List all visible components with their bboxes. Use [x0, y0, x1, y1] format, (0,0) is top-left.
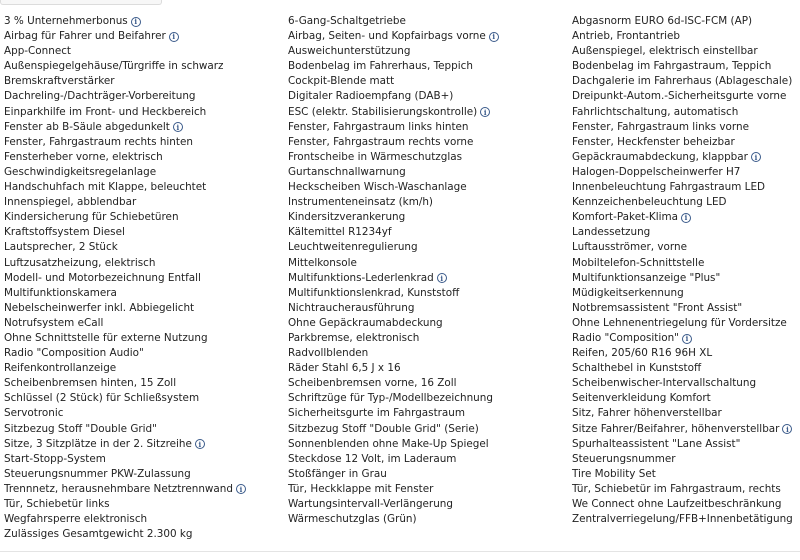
list-item — [4, 422, 288, 437]
list-item — [572, 195, 800, 210]
equipment-label: Mittelkonsole — [288, 256, 357, 269]
list-item — [4, 225, 288, 240]
equipment-label: App-Connect — [4, 45, 72, 58]
list-item — [572, 391, 800, 406]
list-item — [572, 452, 800, 467]
equipment-label: Leuchtweitenregulierung — [288, 241, 418, 254]
equipment-label: Fahrlichtschaltung, automatisch — [572, 105, 739, 118]
equipment-label: Zulässiges Gesamtgewicht 2.300 kg — [4, 528, 193, 541]
list-item — [4, 467, 288, 482]
info-icon[interactable]: i — [195, 439, 205, 449]
equipment-label: Kindersicherung für Schiebetüren — [4, 211, 179, 224]
info-icon[interactable]: i — [489, 32, 499, 42]
equipment-label: Außenspiegelgehäuse/Türgriffe in schwarz — [4, 60, 224, 73]
list-item — [288, 482, 572, 497]
equipment-label: Frontscheibe in Wärmeschutzglas — [288, 150, 463, 163]
list-item — [572, 89, 800, 104]
list-item — [288, 452, 572, 467]
equipment-label: Heckscheiben Wisch-Waschanlage — [288, 181, 467, 194]
equipment-label: Fenster ab B-Säule abgedunkelt — [4, 120, 170, 133]
equipment-label: Räder Stahl 6,5 J x 16 — [288, 362, 401, 375]
equipment-column-3 — [572, 14, 800, 542]
list-item — [4, 497, 288, 512]
list-item — [572, 210, 800, 225]
list-item — [288, 120, 572, 135]
equipment-label: Mobiltelefon-Schnittstelle — [572, 256, 705, 269]
equipment-label: Parkbremse, elektronisch — [288, 331, 420, 344]
list-item — [288, 210, 572, 225]
equipment-label: Einparkhilfe im Front- und Heckbereich — [4, 105, 207, 118]
list-item — [288, 195, 572, 210]
list-item — [572, 105, 800, 120]
equipment-label: Sitze, 3 Sitzplätze in der 2. Sitzreihe — [4, 437, 192, 450]
list-item — [4, 59, 288, 74]
equipment-label: Schalthebel in Kunststoff — [572, 362, 702, 375]
equipment-label: Steuerungsnummer PKW-Zulassung — [4, 467, 191, 480]
equipment-label: Reifenkontrollanzeige — [4, 362, 117, 375]
equipment-label: Wegfahrsperre elektronisch — [4, 513, 148, 526]
list-item — [4, 150, 288, 165]
top-tab-edge — [0, 0, 162, 5]
list-item — [4, 89, 288, 104]
list-item — [572, 135, 800, 150]
info-icon[interactable]: i — [169, 32, 179, 42]
equipment-label: Fenster, Fahrgastraum rechts hinten — [4, 135, 193, 148]
equipment-label: Ohne Schnittstelle für externe Nutzung — [4, 331, 208, 344]
list-item — [288, 14, 572, 29]
list-item — [288, 406, 572, 421]
equipment-label: Schriftzüge für Typ-/Modellbezeichnung — [288, 392, 493, 405]
equipment-label: Trennnetz, herausnehmbare Netztrennwand — [4, 482, 233, 495]
equipment-label: Nichtraucherausführung — [288, 301, 415, 314]
list-item — [4, 195, 288, 210]
equipment-label: Müdigkeitserkennung — [572, 286, 684, 299]
list-item — [288, 437, 572, 452]
list-item — [572, 346, 800, 361]
equipment-label: Radvollblenden — [288, 347, 369, 360]
list-item — [288, 331, 572, 346]
equipment-label: Fenster, Heckfenster beheizbar — [572, 135, 735, 148]
equipment-label: Radio "Composition Audio" — [4, 347, 144, 360]
equipment-label: 3 % Unternehmerbonus — [4, 15, 128, 27]
equipment-label: Notbremsassistent "Front Assist" — [572, 301, 743, 314]
equipment-label: Spurhalteassistent "Lane Assist" — [572, 437, 741, 450]
equipment-label: Fenster, Fahrgastraum rechts vorne — [288, 135, 474, 148]
list-item — [4, 256, 288, 271]
equipment-label: Ohne Lehnenentriegelung für Vordersitze — [572, 316, 787, 329]
bottom-divider — [0, 551, 800, 552]
equipment-label: Cockpit-Blende matt — [288, 75, 395, 88]
equipment-label: Bodenbelag im Fahrerhaus, Teppich — [288, 60, 473, 73]
list-item — [288, 74, 572, 89]
equipment-label: Sitzbezug Stoff "Double Grid" — [4, 422, 157, 435]
list-item — [572, 331, 800, 346]
equipment-label: Seitenverkleidung Komfort — [572, 392, 711, 405]
equipment-label: Instrumenteneinsatz (km/h) — [288, 196, 433, 209]
equipment-label: Bremskraftverstärker — [4, 75, 115, 88]
info-icon[interactable]: i — [131, 17, 141, 27]
list-item — [288, 391, 572, 406]
list-item — [572, 301, 800, 316]
list-item — [572, 406, 800, 421]
equipment-label: Lautsprecher, 2 Stück — [4, 241, 118, 254]
info-icon[interactable]: i — [782, 424, 792, 434]
equipment-label: Schlüssel (2 Stück) für Schließsystem — [4, 392, 200, 405]
equipment-label: Stoßfänger in Grau — [288, 467, 387, 480]
equipment-label: Innenspiegel, abblendbar — [4, 196, 137, 209]
list-item — [4, 135, 288, 150]
list-item — [572, 59, 800, 74]
info-icon[interactable]: i — [173, 122, 183, 132]
list-item — [4, 346, 288, 361]
list-item — [4, 437, 288, 452]
equipment-label: Kraftstoffsystem Diesel — [4, 226, 125, 239]
list-item — [4, 180, 288, 195]
equipment-label: Außenspiegel, elektrisch einstellbar — [572, 45, 758, 58]
info-icon[interactable]: i — [681, 213, 691, 223]
equipment-label: We Connect ohne Laufzeitbeschränkung — [572, 498, 782, 510]
list-item — [4, 316, 288, 331]
equipment-label: Luftausströmer, vorne — [572, 241, 687, 254]
list-item — [572, 14, 800, 29]
list-item — [572, 225, 800, 240]
list-item — [4, 361, 288, 376]
list-item — [288, 422, 572, 437]
list-item — [288, 346, 572, 361]
equipment-label: Abgasnorm EURO 6d-ISC-FCM (AP) — [572, 15, 753, 27]
list-item — [288, 497, 572, 512]
list-item — [4, 301, 288, 316]
list-item — [288, 180, 572, 195]
list-item — [288, 376, 572, 391]
list-item — [4, 240, 288, 255]
list-item — [288, 240, 572, 255]
list-item — [4, 452, 288, 467]
list-item — [288, 256, 572, 271]
equipment-label: Airbag, Seiten- und Kopfairbags vorne — [288, 30, 486, 43]
equipment-label: Halogen-Doppelscheinwerfer H7 — [572, 165, 741, 178]
equipment-label: Steuerungsnummer — [572, 452, 676, 465]
equipment-label: Tür, Heckklappe mit Fenster — [288, 482, 434, 495]
equipment-label: Airbag für Fahrer und Beifahrer — [4, 30, 166, 43]
list-item — [572, 256, 800, 271]
equipment-label: Sonnenblenden ohne Make-Up Spiegel — [288, 437, 489, 450]
equipment-label: Scheibenwischer-Intervallschaltung — [572, 377, 757, 390]
list-item — [572, 165, 800, 180]
info-icon[interactable]: i — [751, 152, 761, 162]
equipment-label: Fensterheber vorne, elektrisch — [4, 150, 163, 163]
list-item — [4, 271, 288, 286]
list-item — [572, 497, 800, 512]
info-icon[interactable]: i — [480, 107, 490, 117]
list-item — [288, 44, 572, 59]
list-item — [288, 316, 572, 331]
equipment-label: Dachreling-/Dachträger-Vorbereitung — [4, 90, 196, 103]
equipment-label: Multifunktionsanzeige "Plus" — [572, 271, 721, 284]
list-item — [4, 210, 288, 225]
list-item — [572, 437, 800, 452]
list-item — [4, 331, 288, 346]
equipment-label: Tire Mobility Set — [572, 467, 656, 480]
info-icon[interactable]: i — [236, 484, 246, 494]
list-item — [4, 376, 288, 391]
list-item — [288, 150, 572, 165]
equipment-label: Sitz, Fahrer höhenverstellbar — [572, 407, 722, 420]
equipment-label: Kältemittel R1234yf — [288, 226, 392, 239]
list-item — [288, 225, 572, 240]
equipment-label: Komfort-Paket-Klima — [572, 211, 678, 224]
list-item — [572, 240, 800, 255]
equipment-label: Wartungsintervall-Verlängerung — [288, 498, 453, 510]
equipment-label: Ausweichunterstützung — [288, 45, 411, 58]
equipment-label: Tür, Schiebetür im Fahrgastraum, rechts — [572, 482, 781, 495]
equipment-label: Multifunktionskamera — [4, 286, 117, 299]
list-item — [572, 286, 800, 301]
equipment-label: Luftzusatzheizung, elektrisch — [4, 256, 156, 269]
equipment-column-1 — [0, 14, 288, 542]
info-icon[interactable]: i — [437, 273, 447, 283]
list-item — [288, 361, 572, 376]
equipment-label: Dachgalerie im Fahrerhaus (Ablageschale) — [572, 75, 793, 88]
list-item — [572, 150, 800, 165]
equipment-label: Modell- und Motorbezeichnung Entfall — [4, 271, 201, 284]
equipment-label: Ohne Gepäckraumabdeckung — [288, 316, 443, 329]
list-item — [572, 482, 800, 497]
equipment-column-2 — [288, 14, 572, 542]
list-item — [4, 406, 288, 421]
equipment-label: Start-Stopp-System — [4, 452, 106, 465]
equipment-label: Fenster, Fahrgastraum links hinten — [288, 120, 469, 133]
equipment-label: Fenster, Fahrgastraum links vorne — [572, 120, 749, 133]
equipment-label: Innenbeleuchtung Fahrgastraum LED — [572, 181, 766, 194]
equipment-label: Notrufsystem eCall — [4, 316, 104, 329]
equipment-label: Servotronic — [4, 407, 64, 420]
list-item — [288, 89, 572, 104]
list-item — [4, 29, 288, 44]
list-item — [572, 180, 800, 195]
list-item — [4, 74, 288, 89]
equipment-label: Dreipunkt-Autom.-Sicherheitsgurte vorne — [572, 90, 787, 103]
list-item — [572, 316, 800, 331]
equipment-label: Zentralverriegelung/FFB+Innenbetätigung — [572, 513, 793, 526]
list-item — [4, 14, 288, 29]
equipment-label: Radio "Composition" — [572, 331, 679, 344]
equipment-label: Kennzeichenbeleuchtung LED — [572, 196, 727, 209]
list-item — [572, 422, 800, 437]
list-item — [4, 527, 288, 542]
equipment-label: Landessetzung — [572, 226, 651, 239]
list-item — [4, 120, 288, 135]
list-item — [288, 165, 572, 180]
equipment-label: Gepäckraumabdeckung, klappbar — [572, 150, 748, 163]
list-item — [288, 271, 572, 286]
equipment-label: Digitaler Radioempfang (DAB+) — [288, 90, 454, 103]
equipment-label: Sicherheitsgurte im Fahrgastraum — [288, 407, 466, 420]
equipment-label: Wärmeschutzglas (Grün) — [288, 513, 417, 526]
list-item — [572, 271, 800, 286]
equipment-label: Sitzbezug Stoff "Double Grid" (Serie) — [288, 422, 479, 435]
list-item — [572, 44, 800, 59]
list-item — [288, 286, 572, 301]
list-item — [572, 512, 800, 527]
list-item — [572, 120, 800, 135]
list-item — [572, 361, 800, 376]
equipment-label: Kindersitzverankerung — [288, 211, 406, 224]
equipment-label: Gurtanschnallwarnung — [288, 165, 406, 178]
equipment-label: Multifunktionslenkrad, Kunststoff — [288, 286, 460, 299]
list-item — [4, 44, 288, 59]
equipment-label: Multifunktions-Lederlenkrad — [288, 271, 434, 284]
list-item — [572, 74, 800, 89]
equipment-label: Scheibenbremsen vorne, 16 Zoll — [288, 377, 457, 390]
equipment-label: Handschuhfach mit Klappe, beleuchtet — [4, 181, 207, 194]
list-item — [288, 512, 572, 527]
list-item — [4, 286, 288, 301]
list-item — [4, 512, 288, 527]
list-item — [4, 105, 288, 120]
equipment-label: Nebelscheinwerfer inkl. Abbiegelicht — [4, 301, 195, 314]
info-icon[interactable]: i — [682, 334, 692, 344]
equipment-label: ESC (elektr. Stabilisierungskontrolle) — [288, 105, 478, 118]
equipment-label: Tür, Schiebetür links — [4, 498, 110, 510]
equipment-label: 6-Gang-Schaltgetriebe — [288, 15, 406, 27]
list-item — [288, 135, 572, 150]
list-item — [572, 467, 800, 482]
list-item — [572, 29, 800, 44]
list-item — [288, 29, 572, 44]
list-item — [572, 376, 800, 391]
list-item — [4, 482, 288, 497]
equipment-label: Steckdose 12 Volt, im Laderaum — [288, 452, 457, 465]
equipment-label: Bodenbelag im Fahrgastraum, Teppich — [572, 60, 772, 73]
equipment-label: Geschwindigkeitsregelanlage — [4, 165, 157, 178]
equipment-label: Reifen, 205/60 R16 96H XL — [572, 347, 713, 360]
list-item — [4, 391, 288, 406]
equipment-label: Antrieb, Frontantrieb — [572, 30, 680, 43]
equipment-label: Sitze Fahrer/Beifahrer, höhenverstellbar — [572, 422, 780, 435]
list-item — [288, 301, 572, 316]
list-item — [288, 105, 572, 120]
list-item — [288, 467, 572, 482]
list-item — [4, 165, 288, 180]
equipment-list — [0, 14, 800, 542]
list-item — [288, 59, 572, 74]
equipment-label: Scheibenbremsen hinten, 15 Zoll — [4, 377, 177, 390]
